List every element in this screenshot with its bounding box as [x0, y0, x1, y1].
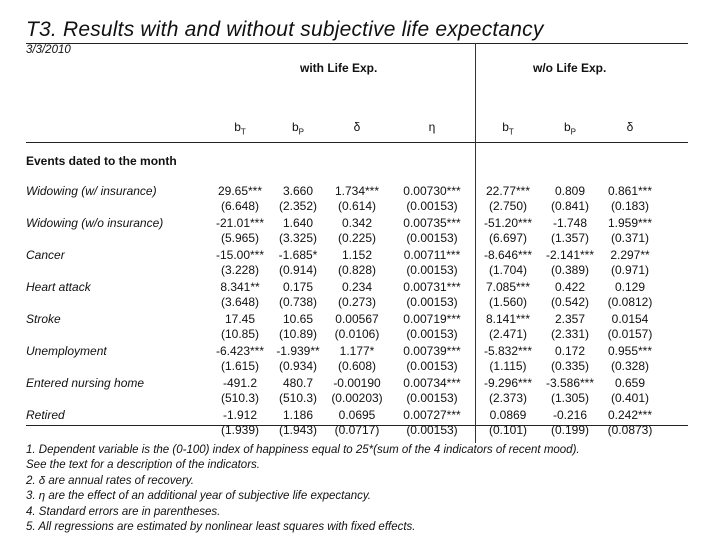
coefficient-cell: -1.912 — [222, 408, 258, 422]
row-label: Entered nursing home — [26, 376, 145, 390]
coefficient-cell: 480.7 — [282, 376, 314, 390]
standard-error-cell: (3.228) — [220, 263, 260, 277]
coefficient-cell: -5.832*** — [483, 344, 533, 358]
coefficient-cell: 0.422 — [554, 280, 586, 294]
coefficient-cell: 1.186 — [282, 408, 314, 422]
column-header — [483, 120, 533, 136]
standard-error-cell: (10.85) — [220, 327, 260, 341]
standard-error-cell: (0.934) — [278, 359, 318, 373]
coefficient-cell: 0.00719*** — [403, 312, 461, 326]
coefficient-cell: 0.0154 — [611, 312, 649, 326]
note-3: 3. η are the effect of an additional year of subjective life expectancy. — [26, 490, 371, 503]
standard-error-cell: (0.401) — [610, 391, 650, 405]
standard-error-cell: (0.00153) — [406, 359, 458, 373]
standard-error-cell: (510.3) — [220, 391, 260, 405]
coefficient-cell: 0.00730*** — [403, 184, 461, 198]
coefficient-cell: 7.085*** — [485, 280, 531, 294]
coefficient-cell: 3.660 — [282, 184, 314, 198]
coefficient-cell: 0.342 — [341, 216, 373, 230]
coefficient-cell: 8.341** — [220, 280, 260, 294]
column-header-subscript: P — [570, 127, 577, 137]
coefficient-cell: 22.77*** — [485, 184, 531, 198]
column-header — [545, 120, 595, 136]
coefficient-cell: 10.65 — [282, 312, 314, 326]
standard-error-cell: (2.352) — [278, 199, 318, 213]
row-label: Unemployment — [26, 344, 107, 358]
column-header — [332, 120, 382, 134]
coefficient-cell: 0.129 — [614, 280, 646, 294]
coefficient-cell: -2.141*** — [545, 248, 595, 262]
coefficient-cell: 0.00734*** — [403, 376, 461, 390]
standard-error-cell: (2.750) — [488, 199, 528, 213]
standard-error-cell: (0.0812) — [607, 295, 653, 309]
standard-error-cell: (5.965) — [220, 231, 260, 245]
standard-error-cell: (0.273) — [337, 295, 377, 309]
coefficient-cell: 0.242*** — [607, 408, 653, 422]
section-heading: Events dated to the month — [26, 154, 177, 168]
standard-error-cell: (0.00153) — [406, 199, 458, 213]
group-header-without-life-exp: w/o Life Exp. — [533, 61, 607, 75]
standard-error-cell: (0.00153) — [406, 423, 458, 437]
coefficient-cell: 0.175 — [282, 280, 314, 294]
coefficient-cell: 0.172 — [554, 344, 586, 358]
standard-error-cell: (0.225) — [337, 231, 377, 245]
note-5: 5. All regressions are estimated by nonlinear least squares with fixed effects. — [26, 521, 416, 534]
standard-error-cell: (0.00203) — [331, 391, 383, 405]
group-header-with-life-exp: with Life Exp. — [300, 61, 378, 75]
column-header-symbol: δ — [353, 120, 361, 134]
coefficient-cell: -491.2 — [222, 376, 258, 390]
coefficient-cell: -8.646*** — [483, 248, 533, 262]
column-header — [273, 120, 323, 136]
standard-error-cell: (2.373) — [488, 391, 528, 405]
note-4: 4. Standard errors are in parentheses. — [26, 505, 221, 518]
standard-error-cell: (6.648) — [220, 199, 260, 213]
note-1-continued: See the text for a description of the indicators. — [26, 459, 260, 472]
coefficient-cell: 2.357 — [554, 312, 586, 326]
note-1: 1. Dependent variable is the (0-100) index of happiness equal to 25*(sum of the 4 indicators of recent mood). — [26, 444, 580, 456]
row-label: Stroke — [26, 312, 61, 326]
coefficient-cell: 1.640 — [282, 216, 314, 230]
column-header-subscript: T — [240, 127, 246, 137]
coefficient-cell: 0.00735*** — [403, 216, 461, 230]
standard-error-cell: (1.615) — [220, 359, 260, 373]
coefficient-cell: 1.152 — [341, 248, 373, 262]
standard-error-cell: (2.331) — [550, 327, 590, 341]
row-label: Cancer — [26, 248, 65, 262]
standard-error-cell: (3.648) — [220, 295, 260, 309]
standard-error-cell: (1.560) — [488, 295, 528, 309]
coefficient-cell: -0.216 — [552, 408, 588, 422]
coefficient-cell: 0.234 — [341, 280, 373, 294]
coefficient-cell: -0.00190 — [333, 376, 381, 390]
coefficient-cell: -1.939** — [276, 344, 320, 358]
coefficient-cell: -15.00*** — [215, 248, 265, 262]
coefficient-cell: 2.297** — [610, 248, 650, 262]
row-label: Widowing (w/ insurance) — [26, 184, 157, 198]
standard-error-cell: (1.939) — [220, 423, 260, 437]
standard-error-cell: (0.199) — [550, 423, 590, 437]
coefficient-cell: 17.45 — [224, 312, 256, 326]
standard-error-cell: (510.3) — [278, 391, 318, 405]
note-2: 2. δ are annual rates of recovery. — [26, 474, 194, 487]
standard-error-cell: (0.841) — [550, 199, 590, 213]
standard-error-cell: (0.389) — [550, 263, 590, 277]
standard-error-cell: (0.0106) — [334, 327, 380, 341]
standard-error-cell: (0.971) — [610, 263, 650, 277]
coefficient-cell: 8.141*** — [485, 312, 531, 326]
standard-error-cell: (0.608) — [337, 359, 377, 373]
standard-error-cell: (0.0717) — [334, 423, 380, 437]
top-rule — [26, 43, 688, 44]
coefficient-cell: 0.809 — [554, 184, 586, 198]
coefficient-cell: -3.586*** — [545, 376, 595, 390]
coefficient-cell: 29.65*** — [217, 184, 263, 198]
standard-error-cell: (2.471) — [488, 327, 528, 341]
coefficient-cell: 0.0695 — [338, 408, 376, 422]
standard-error-cell: (0.101) — [488, 423, 528, 437]
coefficient-cell: -1.685* — [278, 248, 318, 262]
standard-error-cell: (0.614) — [337, 199, 377, 213]
coefficient-cell: 0.00567 — [335, 312, 379, 326]
column-header — [605, 120, 655, 134]
standard-error-cell: (1.115) — [489, 359, 527, 373]
coefficient-cell: 1.959*** — [607, 216, 653, 230]
standard-error-cell: (0.371) — [610, 231, 650, 245]
coefficient-cell: 1.177* — [339, 344, 375, 358]
standard-error-cell: (1.305) — [550, 391, 590, 405]
standard-error-cell: (1.943) — [278, 423, 318, 437]
column-header-symbol: δ — [626, 120, 634, 134]
coefficient-cell: 0.00739*** — [403, 344, 461, 358]
table-title: T3. Results with and without subjective life expectancy — [26, 18, 544, 41]
coefficient-cell: -9.296*** — [483, 376, 533, 390]
standard-error-cell: (0.00153) — [406, 231, 458, 245]
standard-error-cell: (0.00153) — [406, 391, 458, 405]
row-label: Widowing (w/o insurance) — [26, 216, 164, 230]
coefficient-cell: 0.861*** — [607, 184, 653, 198]
coefficient-cell: 0.659 — [614, 376, 646, 390]
coefficient-cell: 1.734*** — [334, 184, 380, 198]
coefficient-cell: 0.955*** — [607, 344, 653, 358]
standard-error-cell: (0.183) — [610, 199, 650, 213]
standard-error-cell: (0.828) — [337, 263, 377, 277]
standard-error-cell: (0.0157) — [607, 327, 653, 341]
column-header-symbol: b — [291, 120, 299, 134]
standard-error-cell: (0.00153) — [406, 327, 458, 341]
column-header — [215, 120, 265, 136]
standard-error-cell: (1.704) — [488, 263, 528, 277]
coefficient-cell: -6.423*** — [215, 344, 265, 358]
standard-error-cell: (0.00153) — [406, 295, 458, 309]
column-header-symbol: η — [428, 120, 436, 134]
column-header-subscript: P — [298, 127, 305, 137]
standard-error-cell: (6.697) — [488, 231, 528, 245]
coefficient-cell: -1.748 — [552, 216, 588, 230]
standard-error-cell: (3.325) — [278, 231, 318, 245]
column-header-symbol: b — [234, 120, 241, 134]
column-header-symbol: b — [563, 120, 571, 134]
table-notes — [26, 443, 580, 535]
standard-error-cell: (0.328) — [610, 359, 650, 373]
standard-error-cell: (10.89) — [278, 327, 318, 341]
coefficient-cell: 0.0869 — [489, 408, 527, 422]
header-rule — [26, 142, 688, 143]
coefficient-cell: -21.01*** — [215, 216, 265, 230]
coefficient-cell: 0.00731*** — [403, 280, 461, 294]
standard-error-cell: (1.357) — [550, 231, 590, 245]
row-label: Retired — [26, 408, 65, 422]
column-header-symbol: b — [502, 120, 509, 134]
standard-error-cell: (0.00153) — [406, 263, 458, 277]
row-label: Heart attack — [26, 280, 91, 294]
standard-error-cell: (0.914) — [278, 263, 318, 277]
standard-error-cell: (0.738) — [278, 295, 318, 309]
standard-error-cell: (0.542) — [550, 295, 590, 309]
standard-error-cell: (0.335) — [550, 359, 590, 373]
standard-error-cell: (0.0873) — [607, 423, 653, 437]
table-date: 3/3/2010 — [26, 44, 71, 56]
coefficient-cell: 0.00711*** — [403, 248, 461, 262]
coefficient-cell: 0.00727*** — [403, 408, 461, 422]
column-header-subscript: T — [508, 127, 514, 137]
coefficient-cell: -51.20*** — [483, 216, 533, 230]
column-header — [407, 120, 457, 134]
